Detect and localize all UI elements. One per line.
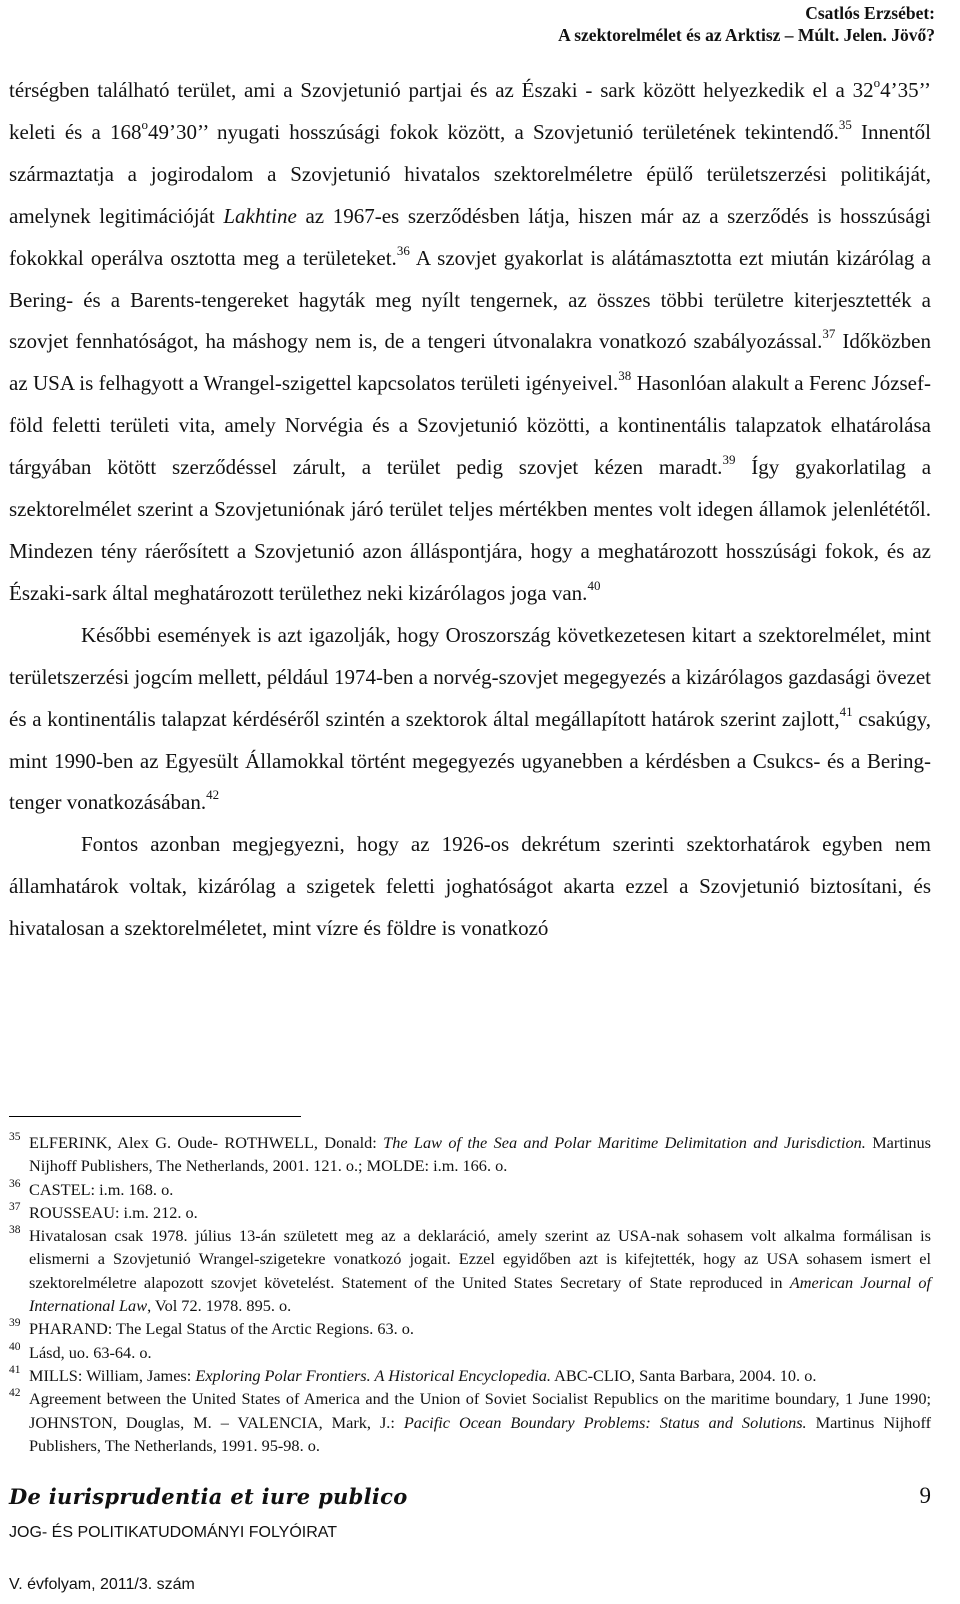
degree-sign: o xyxy=(873,75,881,90)
text-run: 4’35’’ keleti és a 168 xyxy=(9,78,931,144)
text-run: Fontos azonban megjegyezni, hogy az 1926-os dekrétum szerinti szektorhatárok egyben nem államhatárok voltak, kizárólag a szigetek feletti joghatóságot akarta ezzel a Szovjetunió biztosítani, és hivatalosan a szektorelméletet, mint vízre és földre is vonatkozó xyxy=(9,832,931,941)
text-run: 49’30’’ nyugati hosszúsági fokok között, a Szovjetunió területének tekintendő. xyxy=(148,119,839,144)
footnote-text: Hivatalosan csak 1978. július 13-án született meg az a deklaráció, amely szerint az USA-nak sohasem volt alkalma formálisan is elismerni a Szovjetunió Wrangel-szigetekre vonatkozó jogait. Ezzel egyidőben azt is kifejtették, hogy az USA sohasem ismert el szektorelméletre alapozott szovjet követelést. Statement of the United States Secretary of State reproduced in xyxy=(29,1226,931,1292)
footnote-number: 39 xyxy=(9,1317,21,1330)
footnote-number: 35 xyxy=(9,1131,21,1143)
text-run: térségben található terület, ami a Szovjetunió partjai és az Északi - sark között helyezkedik el a 32 xyxy=(9,78,874,102)
footnote-italic: American Journal of International Law xyxy=(29,1272,932,1316)
footnote-text: , Vol 72. 1978. 895. o. xyxy=(147,1296,292,1316)
footnote-39 xyxy=(9,1317,931,1340)
footnote-text: PHARAND: The Legal Status of the Arctic Regions. 63. o. xyxy=(29,1319,414,1339)
footnote-38 xyxy=(9,1224,931,1317)
body-text xyxy=(9,70,931,950)
footnote-text: Lásd, uo. 63-64. o. xyxy=(29,1342,152,1362)
paragraph-2 xyxy=(9,615,931,825)
header-article-title: A szektorelmélet és az Arktisz – Múlt. Jelen. Jövő? xyxy=(558,25,935,45)
footnote-35 xyxy=(9,1131,931,1178)
journal-subtitle: JOG- ÉS POLITIKATUDOMÁNYI FOLYÓIRAT xyxy=(9,1524,338,1541)
footnote-ref-40[interactable]: 40 xyxy=(587,577,601,593)
footnote-number: 40 xyxy=(9,1340,21,1353)
footnote-ref-36[interactable]: 36 xyxy=(396,242,410,258)
text-run: Így gyakorlatilag a szektorelmélet szerint a Szovjetuniónak járó terület teljes mértékben mentes volt idegen államok jelenlététől. Mindezen tény ráerősített a Szovjetunió azon álláspontjára, hogy a meghatározott hosszúsági fokok, és az Északi-sark által meghatározott területhez neki kizárólagos joga van. xyxy=(9,455,932,605)
page-number: 9 xyxy=(919,1483,931,1508)
footnote-italic: Exploring Polar Frontiers. A Historical Encyclopedia. xyxy=(195,1365,551,1385)
italic-name: Lakhtine xyxy=(223,203,297,228)
text-run: Időközben az USA is felhagyott a Wrangel-szigettel kapcsolatos területi igényeivel. xyxy=(9,329,931,396)
footnote-text: ROUSSEAU: i.m. 212. o. xyxy=(29,1202,198,1222)
footnote-text: Martinus Nijhoff Publishers, The Netherlands, 2001. 121. o.; MOLDE: i.m. 166. o. xyxy=(29,1133,931,1176)
footnote-ref-37[interactable]: 37 xyxy=(822,326,836,342)
paragraph-1 xyxy=(9,70,931,615)
journal-issue: V. évfolyam, 2011/3. szám xyxy=(9,1576,195,1593)
footnote-ref-38[interactable]: 38 xyxy=(618,368,632,384)
footnote-number: 41 xyxy=(9,1363,21,1376)
text-run: Innentől származtatja a jogirodalom a Szovjetunió hivatalos szektorelméletre épülő területszerzési politikáját, amelynek legitimációját xyxy=(9,119,931,228)
footnote-37 xyxy=(9,1201,931,1224)
footnote-italic: Pacific Ocean Boundary Problems: Status and Solutions. xyxy=(403,1412,807,1432)
footnote-number: 37 xyxy=(9,1200,21,1213)
text-run: Későbbi események is azt igazolják, hogy Oroszország következetesen kitart a szektorelmélet, mint területszerzési jogcím mellett, például 1974-ben a norvég-szovjet megegyezés a kizárólagos gazdasági övezet és a kontinentális talapzat kérdéséről szintén a szektorok által megállapított határok szerint zajlott, xyxy=(9,622,931,731)
footnote-text: Agreement between the United States of America and the Union of Soviet Socialist Republics on the maritime boundary, 1 June 1990; JOHNSTON, Douglas, M. – VALENCIA, Mark, J.: xyxy=(29,1389,931,1432)
running-header xyxy=(558,2,935,46)
footnote-41 xyxy=(9,1364,931,1387)
footnote-ref-39[interactable]: 39 xyxy=(722,452,736,468)
footnote-number: 36 xyxy=(9,1177,21,1190)
journal-name: De iurisprudentia et iure publico xyxy=(9,1484,408,1509)
footnote-text: Martinus Nijhoff Publishers, The Netherlands, 1991. 95-98. o. xyxy=(29,1412,931,1455)
paragraph-3 xyxy=(9,824,931,950)
footnote-text: ABC-CLIO, Santa Barbara, 2004. 10. o. xyxy=(550,1365,817,1385)
footnote-ref-41[interactable]: 41 xyxy=(839,703,853,719)
footnote-separator xyxy=(9,1116,301,1117)
footnote-text: CASTEL: i.m. 168. o. xyxy=(29,1179,174,1199)
footnote-number: 42 xyxy=(9,1387,21,1400)
footnotes xyxy=(9,1131,931,1457)
footnote-italic: The Law of the Sea and Polar Maritime Delimitation and Jurisdiction. xyxy=(383,1133,866,1152)
footnote-40 xyxy=(9,1341,931,1364)
text-run: A szovjet gyakorlat is alátámasztotta ezt miután kizárólag a Bering- és a Barents-tengereket hagyták meg nyílt tengernek, az összes többi területre kiterjesztették a szovjet fennhatóságot, ha máshogy nem is, de a tengeri útvonalakra vonatkozó szabályozással. xyxy=(9,245,931,354)
footnote-text: ELFERINK, Alex G. Oude- ROTHWELL, Donald: xyxy=(29,1133,384,1152)
text-run: az 1967-es szerződésben látja, hiszen már az a szerződés is hosszúsági fokokkal operálva osztotta meg a területeket. xyxy=(9,203,931,270)
footnote-36 xyxy=(9,1178,931,1201)
text-run: Hasonlóan alakult a Ferenc József-föld feletti területi vita, amely Norvégia és a Szovjetunió közötti, a kontinentális talapzatok elhatárolása tárgyában kötött szerződéssel zárult, a terület pedig szovjet kézen maradt. xyxy=(9,371,931,480)
footnote-42 xyxy=(9,1387,931,1457)
footnote-ref-35[interactable]: 35 xyxy=(838,116,852,132)
degree-sign: o xyxy=(141,116,148,132)
footnote-ref-42[interactable]: 42 xyxy=(206,787,220,803)
footnote-text: MILLS: William, James: xyxy=(29,1365,196,1385)
footnote-number: 38 xyxy=(9,1224,21,1237)
header-author-name: Csatlós Erzsébet: xyxy=(805,3,935,23)
text-run: csakúgy, mint 1990-ben az Egyesült Államokkal történt megegyezés ugyanebben a kérdésben a Csukcs- és a Bering-tenger vonatkozásában. xyxy=(9,706,931,815)
